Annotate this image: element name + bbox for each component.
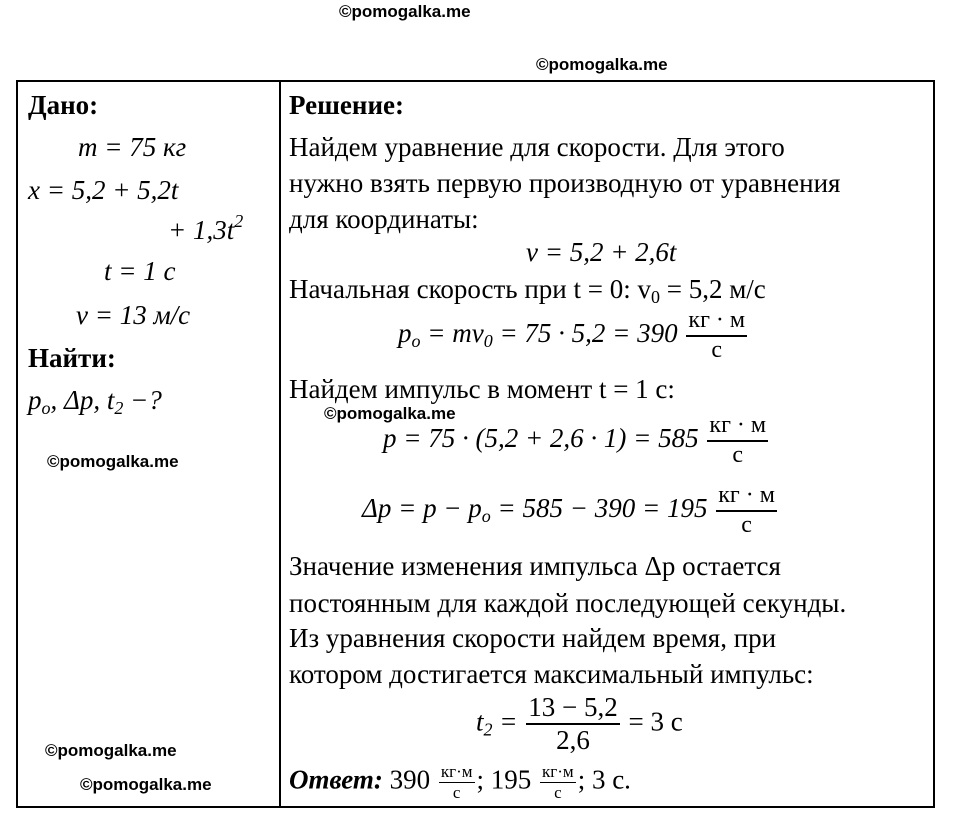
solution-para1-line3: для координаты:: [289, 204, 479, 234]
given-x-line2: [168, 212, 243, 244]
p-eq-text: p = 75 · (5,2 + 2,6 · 1) = 585: [383, 422, 699, 453]
initial-speed-text: Начальная скорость при t = 0: v: [289, 274, 651, 304]
answer-unit1-num: кг·м: [440, 762, 473, 781]
t2-num: 13 − 5,2: [526, 692, 619, 725]
dp-sub: o: [481, 505, 491, 526]
p0-mid-sub: 0: [483, 330, 493, 351]
p0-unit-den: с: [711, 336, 723, 363]
answer-end: ; 3 с.: [577, 764, 631, 795]
answer-unit2-den: с: [554, 782, 562, 802]
answer-unit2-num: кг·м: [542, 762, 574, 781]
find-item-rest: , Δp, t: [50, 385, 115, 415]
answer-label: Ответ:: [289, 764, 383, 795]
p0-unit-num: кг · м: [686, 307, 747, 337]
solution-para3-line2: котором достигается максимальный импульс:: [289, 659, 814, 689]
dp-rhs: = 585 − 390 = 195: [490, 492, 708, 523]
find-item-p: p: [28, 385, 42, 415]
p0-mid: = mv: [420, 317, 484, 348]
watermark-left-bottom2: ©pomogalka.me: [80, 775, 212, 794]
dp-equation: [362, 482, 779, 539]
solution-title: Решение:: [289, 90, 404, 120]
answer-value2: ; 195: [476, 764, 539, 795]
given-x-line2-sup: 2: [234, 211, 244, 231]
solution-para2-line2: постоянным для каждой последующей секунды.: [289, 588, 847, 618]
p0-unit-fraction: [686, 307, 747, 364]
dp-unit-num: кг · м: [716, 482, 777, 512]
watermark-header: ©pomogalka.me: [536, 55, 668, 74]
velocity-equation: v = 5,2 + 2,6t: [526, 237, 677, 267]
dp-lhs: Δp = p − p: [362, 492, 482, 523]
answer-unit1-den: с: [452, 782, 461, 802]
t2-lhs: t: [476, 706, 484, 737]
column-divider: [279, 82, 281, 806]
watermark-mid: ©pomogalka.me: [324, 404, 456, 423]
p-unit-num: кг · м: [707, 412, 768, 442]
answer-unit-fraction-2: [540, 762, 576, 802]
solution-para2-line1: Значение изменения импульса Δp остается: [289, 551, 781, 581]
given-time: t = 1 с: [104, 256, 176, 286]
p-unit-fraction: [707, 412, 768, 469]
solution-para1-line1: Найдем уравнение для скорости. Для этого: [289, 132, 785, 162]
p-equation: [383, 412, 770, 469]
dp-unit-den: с: [741, 511, 752, 538]
given-x-line2-text: + 1,3t: [168, 215, 235, 245]
p-unit-den: с: [732, 441, 744, 468]
moment-text: Найдем импульс в момент t = 1 с:: [289, 374, 675, 404]
p0-lhs-sub: o: [411, 330, 421, 351]
t2-eq: =: [492, 706, 518, 737]
initial-speed-sub: 0: [650, 287, 660, 307]
solution-para1-line2: нужно взять первую производную от уравнения: [289, 168, 841, 198]
p0-equation: [398, 307, 749, 364]
find-item-t-sub: 2: [114, 398, 124, 418]
t2-rhs: = 3 с: [628, 706, 683, 737]
given-title: Дано:: [28, 90, 99, 120]
t2-den: 2,6: [556, 725, 590, 756]
answer-value1: 390: [382, 764, 437, 795]
p0-rhs: = 75 · 5,2 = 390: [492, 317, 678, 348]
solution-table: [16, 80, 935, 808]
t2-sub: 2: [483, 719, 493, 740]
given-velocity: v = 13 м/с: [76, 300, 191, 330]
watermark-top: ©pomogalka.me: [339, 2, 471, 21]
watermark-left: ©pomogalka.me: [47, 452, 179, 471]
find-item-p-sub: o: [41, 398, 51, 418]
t2-fraction: [526, 692, 619, 756]
solution-para3-line1: Из уравнения скорости найдем время, при: [289, 623, 777, 653]
p0-lhs: p: [398, 317, 412, 348]
find-title: Найти:: [28, 343, 116, 373]
answer-line: [289, 762, 631, 802]
initial-speed-line: [289, 276, 766, 306]
given-mass: m = 75 кг: [78, 132, 187, 162]
initial-speed-value: = 5,2 м/с: [659, 274, 766, 304]
given-x-line1: x = 5,2 + 5,2t: [28, 175, 179, 205]
find-items: [28, 387, 162, 417]
dp-unit-fraction: [716, 482, 777, 539]
watermark-left-bottom1: ©pomogalka.me: [45, 741, 177, 760]
find-item-q: −?: [123, 385, 162, 415]
answer-unit-fraction-1: [439, 762, 475, 802]
t2-equation: [476, 692, 683, 756]
